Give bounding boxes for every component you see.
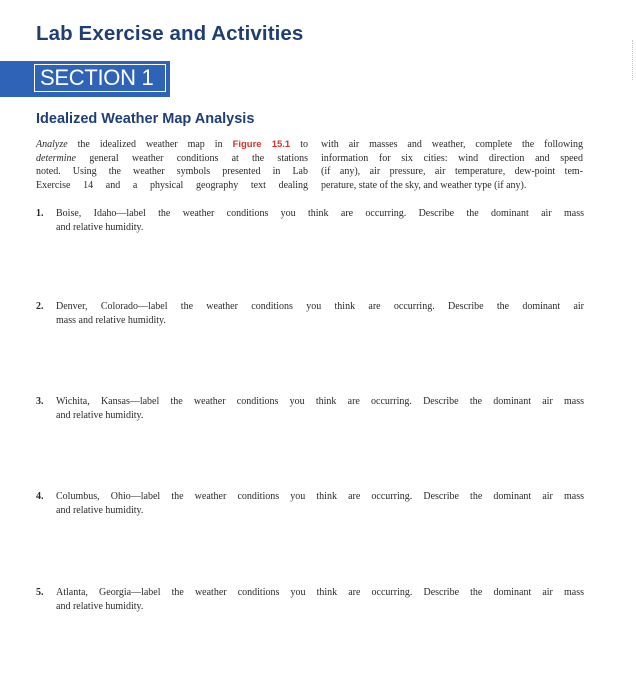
intro-line: (if any), air pressure, air temperature, dew-point tem- (321, 166, 583, 177)
question-2 (36, 300, 584, 330)
question-4 (36, 490, 584, 520)
question-text: Denver, Colorado—label the weather conditions you think are occurring. Describe the dominant air (56, 301, 584, 312)
intro-left-column (36, 138, 308, 192)
question-text: Boise, Idaho—label the weather conditions you think are occurring. Describe the dominant air mass (56, 208, 584, 219)
question-text: Columbus, Ohio—label the weather conditions you think are occurring. Describe the dominant air mass (56, 491, 584, 502)
question-number: 4. (36, 491, 44, 502)
section-subtitle: Idealized Weather Map Analysis (36, 111, 255, 127)
intro-line: determine general weather conditions at the stations (36, 152, 308, 164)
question-text: and relative humidity. (56, 410, 144, 421)
page-title: Lab Exercise and Activities (36, 22, 304, 45)
question-5 (36, 586, 584, 616)
page-edge-marks (630, 40, 633, 80)
question-text: Wichita, Kansas—label the weather conditions you think are occurring. Describe the dominant air mass (56, 396, 584, 407)
intro-line: information for six cities: wind direction and speed (321, 152, 583, 164)
intro-line: Analyze the idealized weather map in Figure 15.1 to (36, 139, 308, 150)
intro-line: Exercise 14 and a physical geography text dealing (36, 179, 308, 191)
question-number: 2. (36, 301, 44, 312)
intro-right-column (321, 138, 583, 192)
question-text: and relative humidity. (56, 222, 144, 233)
intro-line: noted. Using the weather symbols presented in Lab (36, 166, 308, 177)
question-number: 1. (36, 208, 44, 219)
question-text: and relative humidity. (56, 505, 144, 516)
intro-line: perature, state of the sky, and weather type (if any). (321, 179, 527, 191)
question-number: 3. (36, 396, 44, 407)
intro-line: with air masses and weather, complete the following (321, 139, 583, 150)
question-text: Atlanta, Georgia—label the weather conditions you think are occurring. Describe the dominant air mass (56, 587, 584, 598)
question-1 (36, 207, 584, 237)
figure-reference: Figure 15.1 (232, 139, 291, 150)
section-label: SECTION 1 (40, 65, 154, 90)
question-text: and relative humidity. (56, 601, 144, 612)
question-text: mass and relative humidity. (56, 315, 166, 326)
question-number: 5. (36, 587, 44, 598)
question-3 (36, 395, 584, 425)
